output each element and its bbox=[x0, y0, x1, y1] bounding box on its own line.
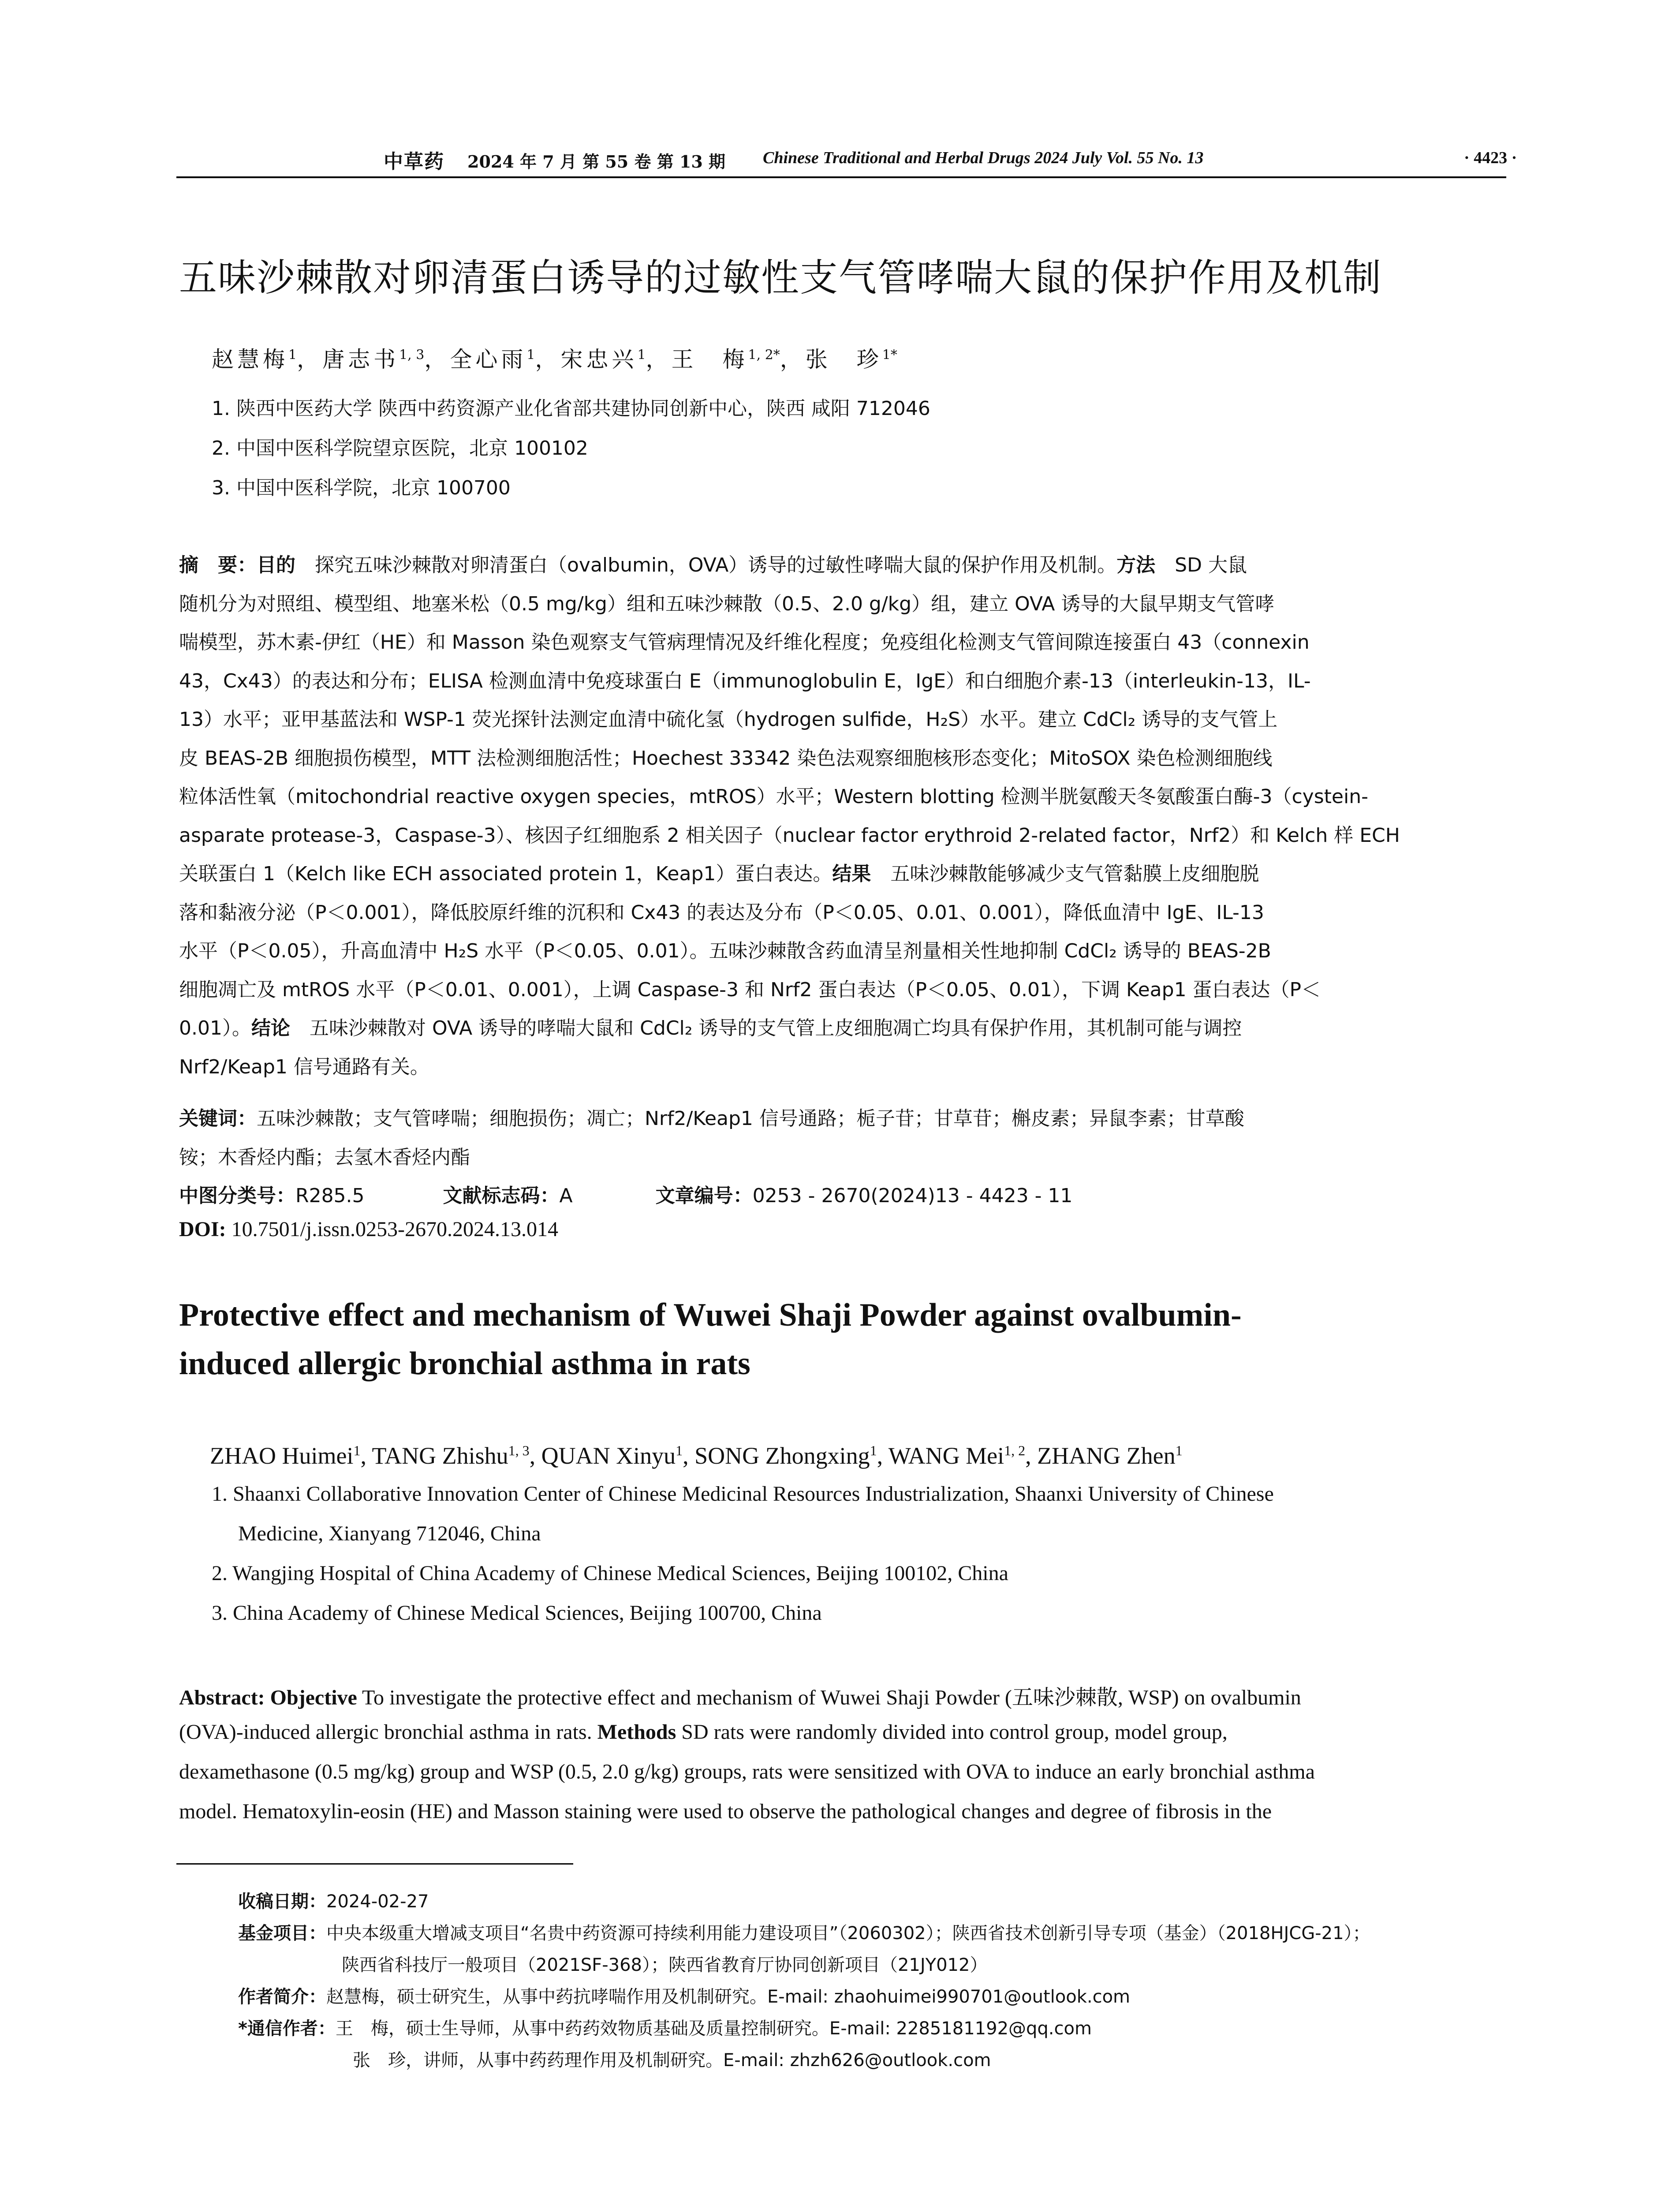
abstract-text: 13）水平；亚甲基蓝法和 WSP-1 荧光探针法测定血清中硫化氢（hydrogen sulfide，H₂S）水平。建立 CdCl₂ 诱导的支气管上 bbox=[179, 708, 1278, 731]
doi-value[interactable]: 10.7501/j.issn.0253-2670.2024.13.014 bbox=[226, 1218, 559, 1241]
chinese-authors: 赵慧梅$^1$，唐志书$^{1, 3}$，全心雨$^1$，宋忠兴$^1$，王 梅$^{1, 2*}$，张 珍$^{1*}$ bbox=[212, 347, 897, 372]
abstract-line bbox=[179, 897, 1502, 925]
abstract-text: 皮 BEAS-2B 细胞损伤模型，MTT 法检测细胞活性；Hoechest 33342 染色法观察细胞核形态变化；MitoSOX 染色检测细胞线 bbox=[179, 747, 1273, 770]
journal-name: 中草药 bbox=[384, 150, 444, 173]
author-affiliation-mark: 1 bbox=[526, 347, 535, 363]
abstract-line bbox=[179, 665, 1502, 693]
abstract-line bbox=[179, 858, 1502, 886]
abstract-section-label: 结论 bbox=[251, 1017, 290, 1039]
abstract-line bbox=[179, 1012, 1502, 1040]
author-name: ZHANG Zhen bbox=[1037, 1443, 1176, 1469]
keywords-text: 五味沙棘散；支气管哮喘；细胞损伤；凋亡；Nrf2/Keap1 信号通路；栀子苷；甘草苷；槲皮素；异鼠李素；甘草酸 bbox=[257, 1107, 1244, 1130]
abstract-text: 关联蛋白 1（Kelch like ECH associated protein 1，Keap1）蛋白表达。 bbox=[179, 863, 833, 885]
abstract-text: 落和黏液分泌（P＜0.001），降低胶原纤维的沉积和 Cx43 的表达及分布（P＜0.05、0.01、0.001），降低血清中 IgE、IL-13 bbox=[179, 901, 1264, 924]
footnote-line bbox=[238, 1887, 429, 1913]
author-affiliation-mark: 1 bbox=[637, 347, 646, 363]
abstract-line bbox=[179, 1051, 1502, 1079]
abstract-section-label: Methods bbox=[597, 1720, 676, 1744]
english-affiliation-1-cont: Medicine, Xianyang 712046, China bbox=[238, 1522, 541, 1545]
author-affiliation-mark: 1, 2 bbox=[1004, 1443, 1026, 1458]
author-affiliation-mark: 1, 2* bbox=[748, 347, 780, 363]
author-name: 张 珍 bbox=[805, 347, 882, 372]
doc-code-label: 文献标志码： bbox=[443, 1185, 560, 1207]
abstract-section-label: 方法 bbox=[1116, 554, 1156, 576]
abstract-text: 0.01）。 bbox=[179, 1017, 251, 1039]
abstract-text: asparate protease-3，Caspase-3）、核因子红细胞系 2 相关因子（nuclear factor erythroid 2-related factor，Nrf2）和 Kelch 样 ECH bbox=[179, 824, 1400, 847]
author-affiliation-mark: 1* bbox=[882, 347, 897, 363]
abstract-line bbox=[179, 703, 1502, 732]
abstract-text: SD 大鼠 bbox=[1155, 554, 1247, 576]
abstract-text: 五味沙棘散对 OVA 诱导的哮喘大鼠和 CdCl₂ 诱导的支气管上皮细胞凋亡均具有保护作用，其机制可能与调控 bbox=[290, 1017, 1242, 1039]
footnote-text: 赵慧梅，硕士研究生，从事中药抗哮喘作用及机制研究。E-mail: zhaohuimei990701@outlook.com bbox=[326, 1987, 1131, 2007]
abstract-text: 细胞凋亡及 mtROS 水平（P＜0.01、0.001），上调 Caspase-3 和 Nrf2 蛋白表达（P＜0.05、0.01），下调 Keap1 蛋白表达（P＜ bbox=[179, 978, 1321, 1001]
author-name: 宋忠兴 bbox=[560, 347, 638, 372]
footnote-text: 张 珍，讲师，从事中药药理作用及机制研究。E-mail: zhzh626@outlook.com bbox=[353, 2050, 991, 2070]
footnote-text: 中央本级重大增减支项目“名贵中药资源可持续利用能力建设项目”（2060302）；陕西省技术创新引导专项（基金）（2018HJCG-21）； bbox=[326, 1923, 1370, 1943]
author-name: 赵慧梅 bbox=[212, 347, 288, 372]
author-name: SONG Zhongxing bbox=[694, 1443, 870, 1469]
journal-name-en: Chinese Traditional and Herbal Drugs 2024 July Vol. 55 No. 13 bbox=[763, 149, 1204, 167]
doi-label: DOI: bbox=[179, 1218, 226, 1241]
author-name: ZHAO Huimei bbox=[210, 1443, 354, 1469]
abstract-section-label: 结果 bbox=[832, 863, 871, 885]
abstract-text: SD rats were randomly divided into control group, model group, bbox=[676, 1720, 1228, 1744]
abstract-line bbox=[179, 742, 1502, 770]
abstract-text: 水平（P＜0.05），升高血清中 H₂S 水平（P＜0.05、0.01）。五味沙棘散含药血清呈剂量相关性地抑制 CdCl₂ 诱导的 BEAS-2B bbox=[179, 940, 1271, 962]
abstract-line bbox=[179, 1760, 1506, 1784]
footnote-label: 收稿日期： bbox=[238, 1891, 326, 1912]
author-name: 全心雨 bbox=[450, 347, 527, 372]
chinese-title: 五味沙棘散对卵清蛋白诱导的过敏性支气管哮喘大鼠的保护作用及机制 bbox=[179, 256, 1382, 300]
abstract-line bbox=[179, 626, 1502, 654]
footnote-rule bbox=[176, 1863, 573, 1865]
footnote-label: *通信作者： bbox=[238, 2018, 336, 2039]
abstract-text: Nrf2/Keap1 信号通路有关。 bbox=[179, 1055, 429, 1078]
keywords-line bbox=[179, 1141, 1502, 1170]
author-affiliation-mark: 1 bbox=[870, 1443, 877, 1458]
keywords-line bbox=[179, 1102, 1502, 1131]
abstract-text: 随机分为对照组、模型组、地塞米松（0.5 mg/kg）组和五味沙棘散（0.5、2.0 g/kg）组，建立 OVA 诱导的大鼠早期支气管哮 bbox=[179, 592, 1275, 615]
author-name: 王 梅 bbox=[671, 347, 748, 372]
abstract-line bbox=[179, 819, 1502, 848]
article-number-value: 0253 - 2670(2024)13 - 4423 - 11 bbox=[752, 1185, 1073, 1207]
author-name: TANG Zhishu bbox=[372, 1443, 508, 1469]
article-number-label: 文章编号： bbox=[655, 1185, 753, 1207]
english-affiliation-1: 1. Shaanxi Collaborative Innovation Center of Chinese Medicinal Resources Industrialization, Shaanxi University of Chinese bbox=[212, 1482, 1274, 1506]
author-name: WANG Mei bbox=[888, 1443, 1004, 1469]
issue-date: 2024 年 7 月 第 55 卷 第 13 期 bbox=[467, 152, 726, 172]
author-affiliation-mark: 1 bbox=[288, 347, 297, 363]
chinese-affiliation-2: 2. 中国中医科学院望京医院，北京 100102 bbox=[212, 437, 588, 460]
clc-label: 中图分类号： bbox=[179, 1185, 295, 1207]
chinese-affiliation-3: 3. 中国中医科学院，北京 100700 bbox=[212, 477, 511, 499]
abstract-text: To investigate the protective effect and mechanism of Wuwei Shaji Powder (五味沙棘散, WSP) on ovalbumin bbox=[357, 1686, 1301, 1709]
header-rule bbox=[176, 176, 1506, 178]
footnote-line bbox=[238, 1919, 1370, 1944]
author-affiliation-mark: 1 bbox=[353, 1443, 361, 1458]
english-title-line-1: Protective effect and mechanism of Wuwei Shaji Powder against ovalbumin- bbox=[179, 1297, 1242, 1333]
doc-code-value: A bbox=[559, 1185, 573, 1207]
abstract-label: Abstract: Objective bbox=[179, 1686, 357, 1709]
author-name: QUAN Xinyu bbox=[541, 1443, 676, 1469]
clc-value: R285.5 bbox=[295, 1185, 365, 1207]
footnote-label: 基金项目： bbox=[238, 1923, 326, 1943]
footnote-text: 王 梅，硕士生导师，从事中药药效物质基础及质量控制研究。E-mail: 2285181192@qq.com bbox=[335, 2018, 1092, 2039]
footnote-text: 陕西省科技厅一般项目（2021SF-368）；陕西省教育厅协同创新项目（21JY012） bbox=[342, 1955, 988, 1975]
abstract-line bbox=[179, 549, 1502, 577]
footnote-text: 2024-02-27 bbox=[326, 1891, 429, 1912]
classification-line bbox=[179, 1180, 1502, 1208]
doi-line bbox=[179, 1217, 1502, 1241]
author-affiliation-mark: 1, 3 bbox=[508, 1443, 530, 1458]
english-affiliation-3: 3. China Academy of Chinese Medical Sciences, Beijing 100700, China bbox=[212, 1601, 822, 1625]
keywords-label: 关键词： bbox=[179, 1107, 257, 1130]
footnote-line bbox=[353, 2046, 991, 2071]
abstract-line bbox=[179, 1680, 1506, 1711]
english-affiliation-2: 2. Wangjing Hospital of China Academy of Chinese Medical Sciences, Beijing 100102, China bbox=[212, 1562, 1008, 1585]
footnote-line bbox=[238, 1983, 1130, 2008]
abstract-line bbox=[179, 781, 1502, 809]
english-title-line-2: induced allergic bronchial asthma in rats bbox=[179, 1345, 750, 1382]
abstract-label: 摘 要：目的 bbox=[179, 554, 295, 576]
footnote-label: 作者简介： bbox=[238, 1987, 326, 2007]
footnote-line bbox=[342, 1951, 987, 1976]
abstract-line bbox=[179, 1720, 1506, 1744]
abstract-line bbox=[179, 974, 1502, 1002]
abstract-text: model. Hematoxylin-eosin (HE) and Masson staining were used to observe the pathological changes and degree of fibrosis in the bbox=[179, 1800, 1272, 1823]
abstract-line bbox=[179, 1799, 1506, 1824]
abstract-text: 43，Cx43）的表达和分布；ELISA 检测血清中免疫球蛋白 E（immunoglobulin E，IgE）和白细胞介素-13（interleukin-13，IL- bbox=[179, 669, 1311, 692]
author-affiliation-mark: 1 bbox=[1175, 1443, 1183, 1458]
abstract-text: dexamethasone (0.5 mg/kg) group and WSP (0.5, 2.0 g/kg) groups, rats were sensitized with OVA to induce an early bronchial asthma bbox=[179, 1760, 1315, 1783]
abstract-line bbox=[179, 588, 1502, 616]
abstract-text: 粒体活性氧（mitochondrial reactive oxygen species，mtROS）水平；Western blotting 检测半胱氨酸天冬氨酸蛋白酶-3（cystein- bbox=[179, 785, 1368, 808]
abstract-text: 探究五味沙棘散对卵清蛋白（ovalbumin，OVA）诱导的过敏性哮喘大鼠的保护作用及机制。 bbox=[295, 554, 1117, 576]
author-affiliation-mark: 1, 3 bbox=[399, 347, 425, 363]
keywords-text: 铵；木香烃内酯；去氢木香烃内酯 bbox=[179, 1146, 470, 1169]
page-number: · 4423 · bbox=[1464, 149, 1517, 167]
abstract-line bbox=[179, 935, 1502, 963]
author-affiliation-mark: 1 bbox=[676, 1443, 683, 1458]
chinese-affiliation-1: 1. 陕西中医药大学 陕西中药资源产业化省部共建协同创新中心，陕西 咸阳 712046 bbox=[212, 397, 930, 420]
abstract-text: (OVA)-induced allergic bronchial asthma in rats. bbox=[179, 1720, 597, 1744]
english-authors: ZHAO Huimei$^1$, TANG Zhishu$^{1, 3}$, QUAN Xinyu$^1$, SONG Zhongxing$^1$, WANG Mei$^{1, 2}$, ZHANG Zhen$^1$ bbox=[210, 1443, 1183, 1469]
author-name: 唐志书 bbox=[322, 347, 399, 372]
abstract-text: 五味沙棘散能够减少支气管黏膜上皮细胞脱 bbox=[871, 863, 1259, 885]
abstract-text: 喘模型，苏木素-伊红（HE）和 Masson 染色观察支气管病理情况及纤维化程度；免疫组化检测支气管间隙连接蛋白 43（connexin bbox=[179, 631, 1310, 654]
footnote-line bbox=[238, 2014, 1092, 2040]
